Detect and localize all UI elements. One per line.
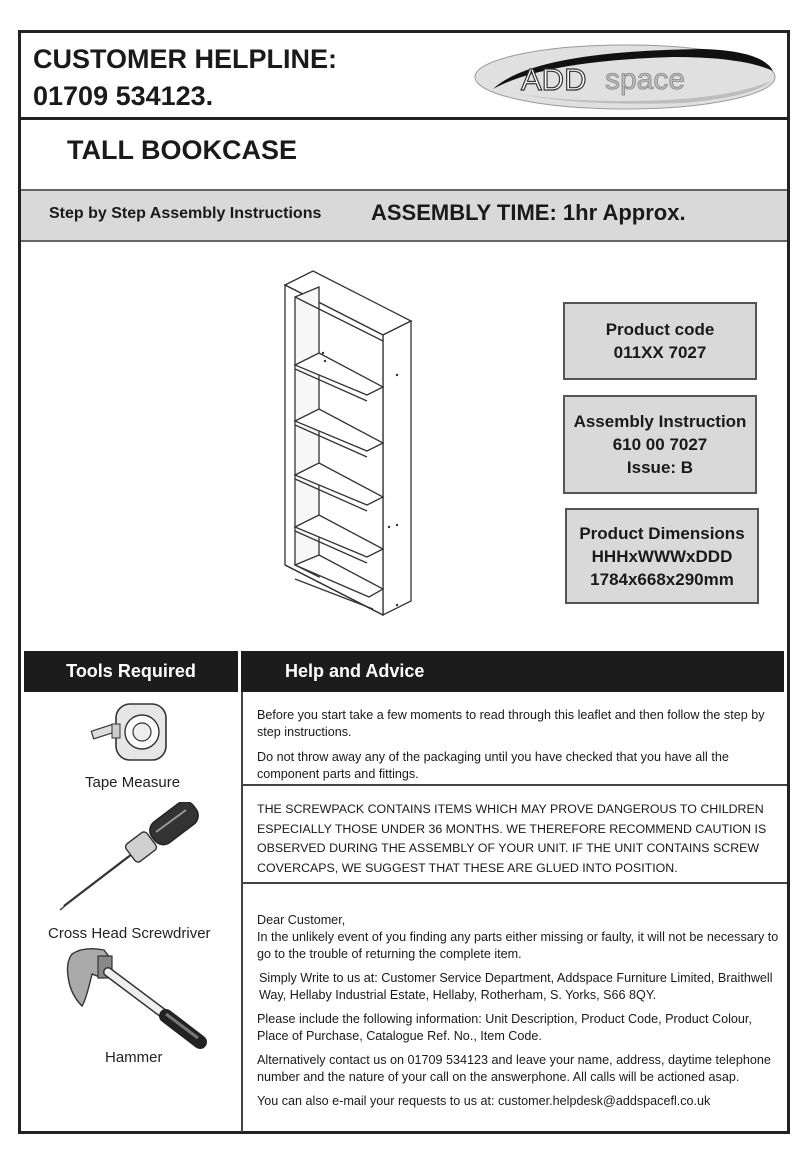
helpline-title: CUSTOMER HELPLINE: [33, 44, 338, 74]
hammer-icon [62, 944, 212, 1054]
bookcase-illustration [279, 265, 419, 625]
logo-space-text: space [605, 63, 686, 96]
product-code-value: 011XX 7027 [613, 343, 707, 362]
tool-label-tape-measure: Tape Measure [85, 774, 181, 791]
steps-label: Step by Step Assembly Instructions [49, 205, 322, 222]
header [21, 33, 787, 120]
product-dimensions-box [565, 508, 759, 604]
assembly-instruction-issue: Issue: B [626, 458, 694, 477]
assembly-instruction-label: Assembly Instruction [573, 412, 747, 431]
product-code-box [563, 302, 757, 380]
logo-add-text: ADD [521, 62, 587, 97]
steps-bar [21, 189, 787, 242]
helpline-number: 01709 534123. [33, 81, 214, 111]
page-frame [18, 30, 790, 1134]
product-code-label: Product code [605, 320, 715, 339]
email-contact-text: You can also e-mail your requests to us at: customer.helpdesk@addspacefl.co.uk [257, 1094, 711, 1108]
contact-panel [243, 886, 787, 1132]
dear-customer-text: Dear Customer, [257, 913, 346, 927]
tool-label-screwdriver: Cross Head Screwdriver [48, 925, 211, 942]
screwdriver-icon [58, 802, 208, 912]
tape-measure-icon [90, 698, 178, 768]
product-dimensions-value: 1784x668x290mm [590, 569, 734, 589]
help-packaging-text: Do not throw away any of the packaging until you have checked that you have all the component parts and fittings. [257, 750, 729, 781]
help-intro-text: Before you start take a few moments to read through this leaflet and then follow the step by step instructions. [257, 708, 765, 739]
write-address-text: Simply Write to us at: Customer Service Department, Addspace Furniture Limited, Braithwell Way, Hellaby Industrial Estate, Hellaby, Rotherham, S. Yorks, S66 8QY. [259, 971, 773, 1002]
assembly-time: ASSEMBLY TIME: 1hr Approx. [371, 200, 686, 225]
help-heading: Help and Advice [241, 651, 784, 692]
tools-heading: Tools Required [24, 651, 238, 692]
help-intro-panel [243, 692, 787, 786]
help-column [241, 692, 787, 1132]
page-title: TALL BOOKCASE [67, 135, 298, 165]
missing-parts-text: In the unlikely event of you finding any parts either missing or faulty, it will not be necessary to go to the trouble of returning the complete item. [257, 930, 779, 961]
assembly-instruction-number: 610 00 7027 [612, 435, 708, 454]
addspace-logo [473, 43, 777, 111]
product-dimensions-format: HHHxWWWxDDD [591, 546, 733, 566]
assembly-instruction-box [563, 395, 757, 494]
warning-panel [243, 788, 787, 884]
warning-text: THE SCREWPACK CONTAINS ITEMS WHICH MAY PROVE DANGEROUS TO CHILDREN ESPECIALLY THOSE UNDER 36 MONTHS. WE THEREFORE RECOMMEND CAUTION IS OBSERVED DURING THE ASSEMBLY OF YOUR UNIT. IF THE UNIT CONTAINS SCREW COVERCAPS, WE SUGGEST THAT THESE ARE GLUED INTO POSITION. [257, 802, 767, 875]
tool-label-hammer: Hammer [105, 1049, 163, 1066]
customer-helpline [33, 41, 337, 115]
tools-column [24, 692, 238, 1132]
phone-contact-text: Alternatively contact us on 01709 534123 and leave your name, address, daytime telephone number and the nature of your call on the answerphone. All calls will be actioned asap. [257, 1053, 771, 1084]
product-dimensions-label: Product Dimensions [579, 523, 745, 543]
include-info-text: Please include the following information: Unit Description, Product Code, Product Colour, Place of Purchase, Catalogue Ref. No., Item Code. [257, 1012, 752, 1043]
